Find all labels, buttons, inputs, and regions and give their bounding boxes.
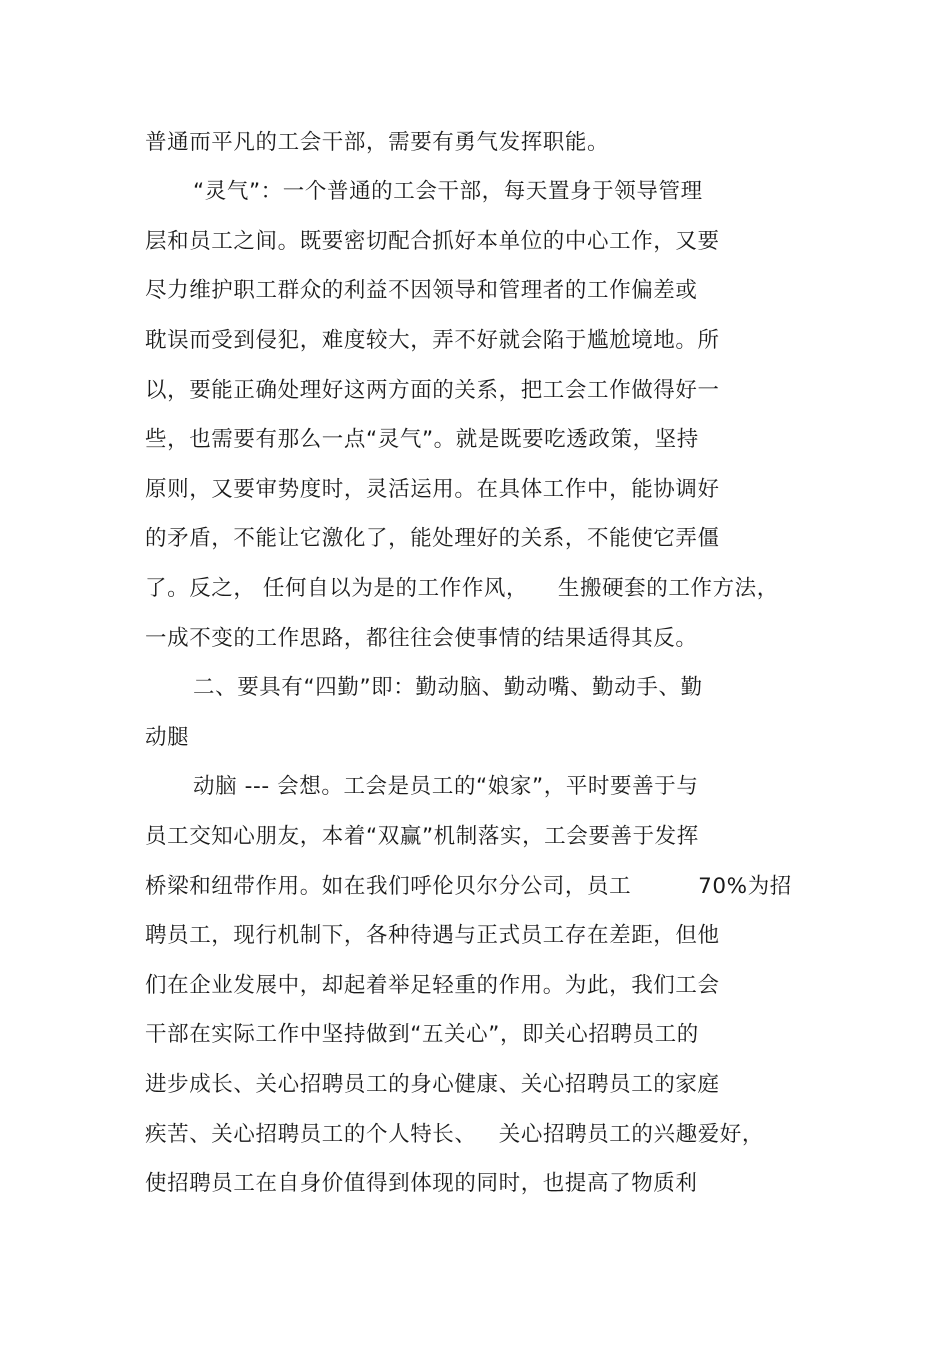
- text-line: 层和员工之间。既要密切配合抓好本单位的中心工作，又要: [145, 229, 720, 254]
- text-line: 进步成长、关心招聘员工的身心健康、关心招聘员工的家庭: [145, 1072, 720, 1097]
- text-line: 以，要能正确处理好这两方面的关系，把工会工作做得好一: [145, 378, 720, 403]
- text-line: 原则，又要审势度时，灵活运用。在具体工作中，能协调好: [145, 477, 720, 502]
- text-line: 一成不变的工作思路，都往往会使事情的结果适得其反。: [145, 626, 698, 651]
- text-line: 耽误而受到侵犯，难度较大，弄不好就会陷于尴尬境地。所: [145, 328, 720, 353]
- text-line: 疾苦、关心招聘员工的个人特长、 关心招聘员工的兴趣爱好，: [145, 1122, 765, 1147]
- text-line: 干部在实际工作中坚持做到“五关心”，即关心招聘员工的: [145, 1022, 699, 1047]
- text-line: 普通而平凡的工会干部，需要有勇气发挥职能。: [145, 130, 610, 155]
- text-line: 使招聘员工在自身价值得到体现的同时，也提高了物质利: [145, 1171, 698, 1196]
- text-line: 的矛盾，不能让它激化了，能处理好的关系，不能使它弄僵: [145, 526, 720, 551]
- section-heading-line: 二、要具有“四勤”即：勤动脑、勤动嘴、勤动手、勤: [193, 675, 703, 700]
- text-line: 们在企业发展中，却起着举足轻重的作用。为此，我们工会: [145, 973, 720, 998]
- text-line: 员工交知心朋友，本着“双赢”机制落实，工会要善于发挥: [145, 824, 699, 849]
- paragraph-start-line: “灵气”：一个普通的工会干部，每天置身于领导管理: [193, 179, 703, 204]
- text-line: 桥梁和纽带作用。如在我们呼伦贝尔分公司，员工 70%为招: [145, 874, 792, 899]
- text-line: 些，也需要有那么一点“灵气”。就是既要吃透政策，坚持: [145, 427, 699, 452]
- text-line: 尽力维护职工群众的利益不因领导和管理者的工作偏差或: [145, 278, 698, 303]
- text-line: 聘员工，现行机制下，各种待遇与正式员工存在差距，但他: [145, 923, 720, 948]
- section-heading-continuation: 动腿: [145, 725, 190, 750]
- text-line: 了。反之， 任何自以为是的工作作风， 生搬硬套的工作方法，: [145, 576, 779, 601]
- paragraph-start-line: 动脑 --- 会想。工会是员工的“娘家”，平时要善于与: [193, 774, 699, 799]
